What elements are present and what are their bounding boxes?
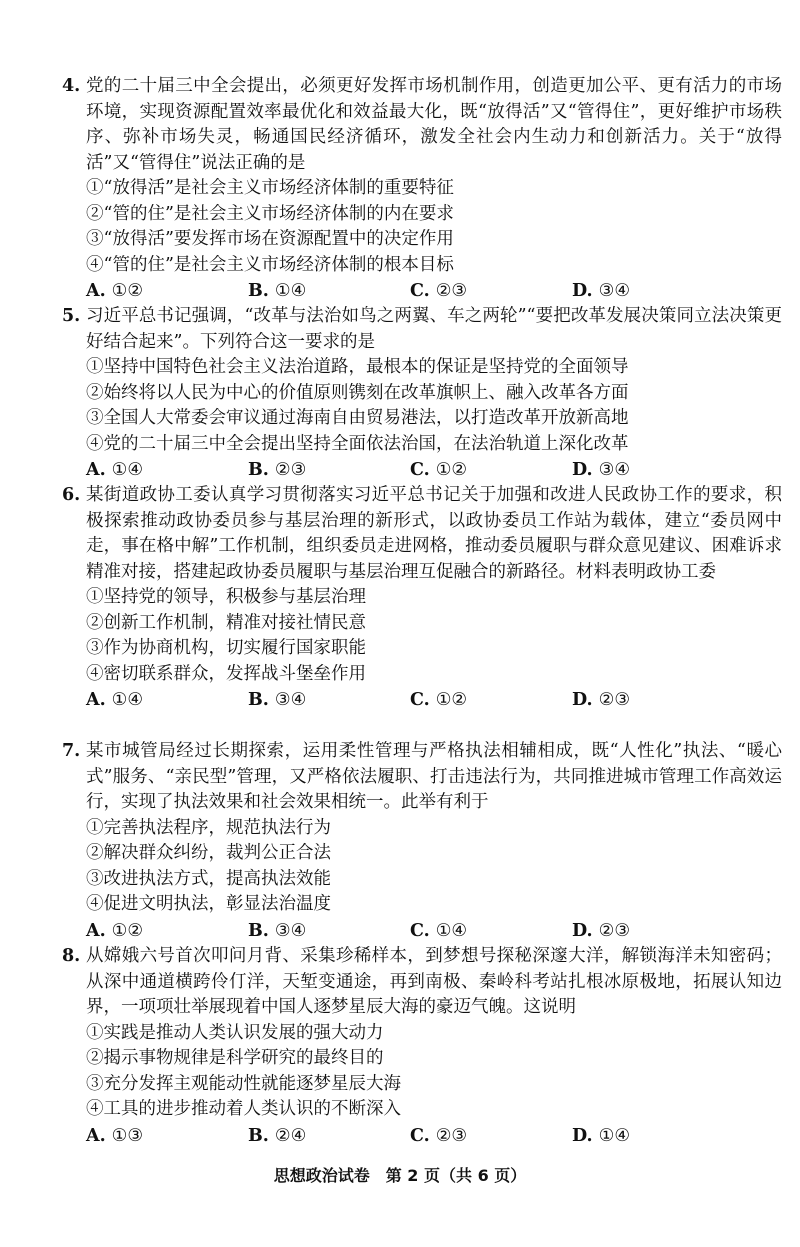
option-4: ④党的二十届三中全会提出坚持全面依法治国，在法治轨道上深化改革 [86, 433, 629, 454]
choice-b: B. ②③ [248, 460, 307, 480]
choice-a: A. ①③ [86, 1125, 144, 1146]
option-3: ③“放得活”要发挥市场在资源配置中的决定作用 [86, 229, 454, 249]
question-4 [62, 74, 782, 305]
question-number: 6. [62, 485, 81, 505]
option-3: ③全国人大常委会审议通过海南自由贸易港法，以打造改革开放新高地 [86, 408, 629, 428]
question-5 [62, 304, 782, 484]
option-2: ②创新工作机制，精准对接社情民意 [86, 612, 366, 633]
question-stem [62, 304, 782, 355]
option-3: ③改进执法方式，提高执法效能 [86, 868, 331, 889]
option-2: ②揭示事物规律是科学研究的最终目的 [86, 1048, 384, 1068]
answer-choices [62, 279, 782, 305]
choice-a: A. ①④ [86, 460, 144, 480]
option-3: ③充分发挥主观能动性就能逐梦星辰大海 [86, 1073, 401, 1094]
question-text: 从嫦娥六号首次叩问月背、采集珍稀样本，到梦想号探秘深邃大洋，解锁海洋未知密码；从深中通道横跨伶仃洋，天堑变通途，再到南极、秦岭科考站扎根冰原极地，拓展认知边界，一项项壮举展现着中国人逐梦星辰大海的豪迈气魄。这说明 [86, 946, 782, 1017]
answer-choices [62, 458, 782, 484]
option-4: ④工具的进步推动着人类认识的不断深入 [86, 1099, 401, 1119]
question-number: 8. [62, 946, 81, 966]
choice-c: C. ①④ [410, 920, 468, 941]
question-6 [62, 483, 782, 714]
choice-d: D. ③④ [572, 460, 631, 480]
option-1: ①坚持党的领导，积极参与基层治理 [86, 587, 366, 607]
question-stem [62, 74, 782, 176]
question-7 [62, 739, 782, 944]
question-number: 7. [62, 741, 81, 761]
choice-d: D. ③④ [572, 281, 631, 301]
question-text: 党的二十届三中全会提出，必须更好发挥市场机制作用，创造更加公平、更有活力的市场环境，实现资源配置效率最优化和效益最大化，既“放得活”又“管得住”，更好维护市场秩序、弥补市场失灵，畅通国民经济循环，激发全社会内生动力和创新活力。关于“放得活”又“管得住”说法正确的是 [86, 76, 782, 173]
choice-d: D. ①④ [572, 1125, 631, 1146]
question-number: 5. [62, 306, 81, 326]
question-8 [62, 944, 782, 1149]
choice-b: B. ③④ [248, 920, 307, 941]
option-4: ④“管的住”是社会主义市场经济体制的根本目标 [86, 254, 454, 275]
option-3: ③作为协商机构，切实履行国家职能 [86, 638, 366, 658]
question-text: 习近平总书记强调，“改革与法治如鸟之两翼、车之两轮”“要把改革发展决策同立法决策更好结合起来”。下列符合这一要求的是 [86, 306, 782, 352]
option-1: ①“放得活”是社会主义市场经济体制的重要特征 [86, 178, 454, 198]
question-stem [62, 483, 782, 585]
choice-c: C. ②③ [410, 281, 468, 301]
choice-c: C. ②③ [410, 1125, 468, 1146]
choice-a: A. ①② [86, 281, 144, 301]
choice-b: B. ③④ [248, 690, 307, 710]
question-number: 4. [62, 76, 81, 96]
answer-choices [62, 1124, 782, 1150]
page-footer: 思想政治试卷 第 2 页（共 6 页） [273, 1166, 527, 1185]
choice-a: A. ①④ [86, 690, 144, 710]
option-4: ④促进文明执法，彰显法治温度 [86, 894, 331, 914]
choice-d: D. ②③ [572, 920, 631, 941]
option-1: ①实践是推动人类认识发展的强大动力 [86, 1022, 384, 1043]
choice-c: C. ①② [410, 690, 468, 710]
choice-b: B. ②④ [248, 1125, 307, 1146]
choice-a: A. ①② [86, 920, 144, 941]
option-4: ④密切联系群众，发挥战斗堡垒作用 [86, 663, 366, 684]
option-2: ②解决群众纠纷，裁判公正合法 [86, 843, 331, 863]
question-stem [62, 944, 782, 1021]
question-text: 某市城管局经过长期探索，运用柔性管理与严格执法相辅相成，既“人性化”执法、“暖心式”服务、“亲民型”管理，又严格依法履职、打击违法行为，共同推进城市管理工作高效运行，实现了执法效果和社会效果相统一。此举有利于 [86, 741, 782, 812]
question-stem [62, 739, 782, 816]
option-1: ①完善执法程序，规范执法行为 [86, 817, 331, 838]
option-2: ②始终将以人民为中心的价值原则镌刻在改革旗帜上、融入改革各方面 [86, 382, 629, 403]
option-1: ①坚持中国特色社会主义法治道路，最根本的保证是坚持党的全面领导 [86, 357, 629, 377]
choice-b: B. ①④ [248, 281, 307, 301]
option-2: ②“管的住”是社会主义市场经济体制的内在要求 [86, 203, 454, 224]
choice-c: C. ①② [410, 460, 468, 480]
question-text: 某街道政协工委认真学习贯彻落实习近平总书记关于加强和改进人民政协工作的要求，积极探索推动政协委员参与基层治理的新形式，以政协委员工作站为载体，建立“委员网中走，事在格中解”工作机制，组织委员走进网格，推动委员履职与群众意见建议、困难诉求精准对接，搭建起政协委员履职与基层治理互促融合的新路径。材料表明政协工委 [86, 485, 782, 582]
answer-choices [62, 688, 782, 714]
choice-d: D. ②③ [572, 690, 631, 710]
answer-choices [62, 919, 782, 945]
